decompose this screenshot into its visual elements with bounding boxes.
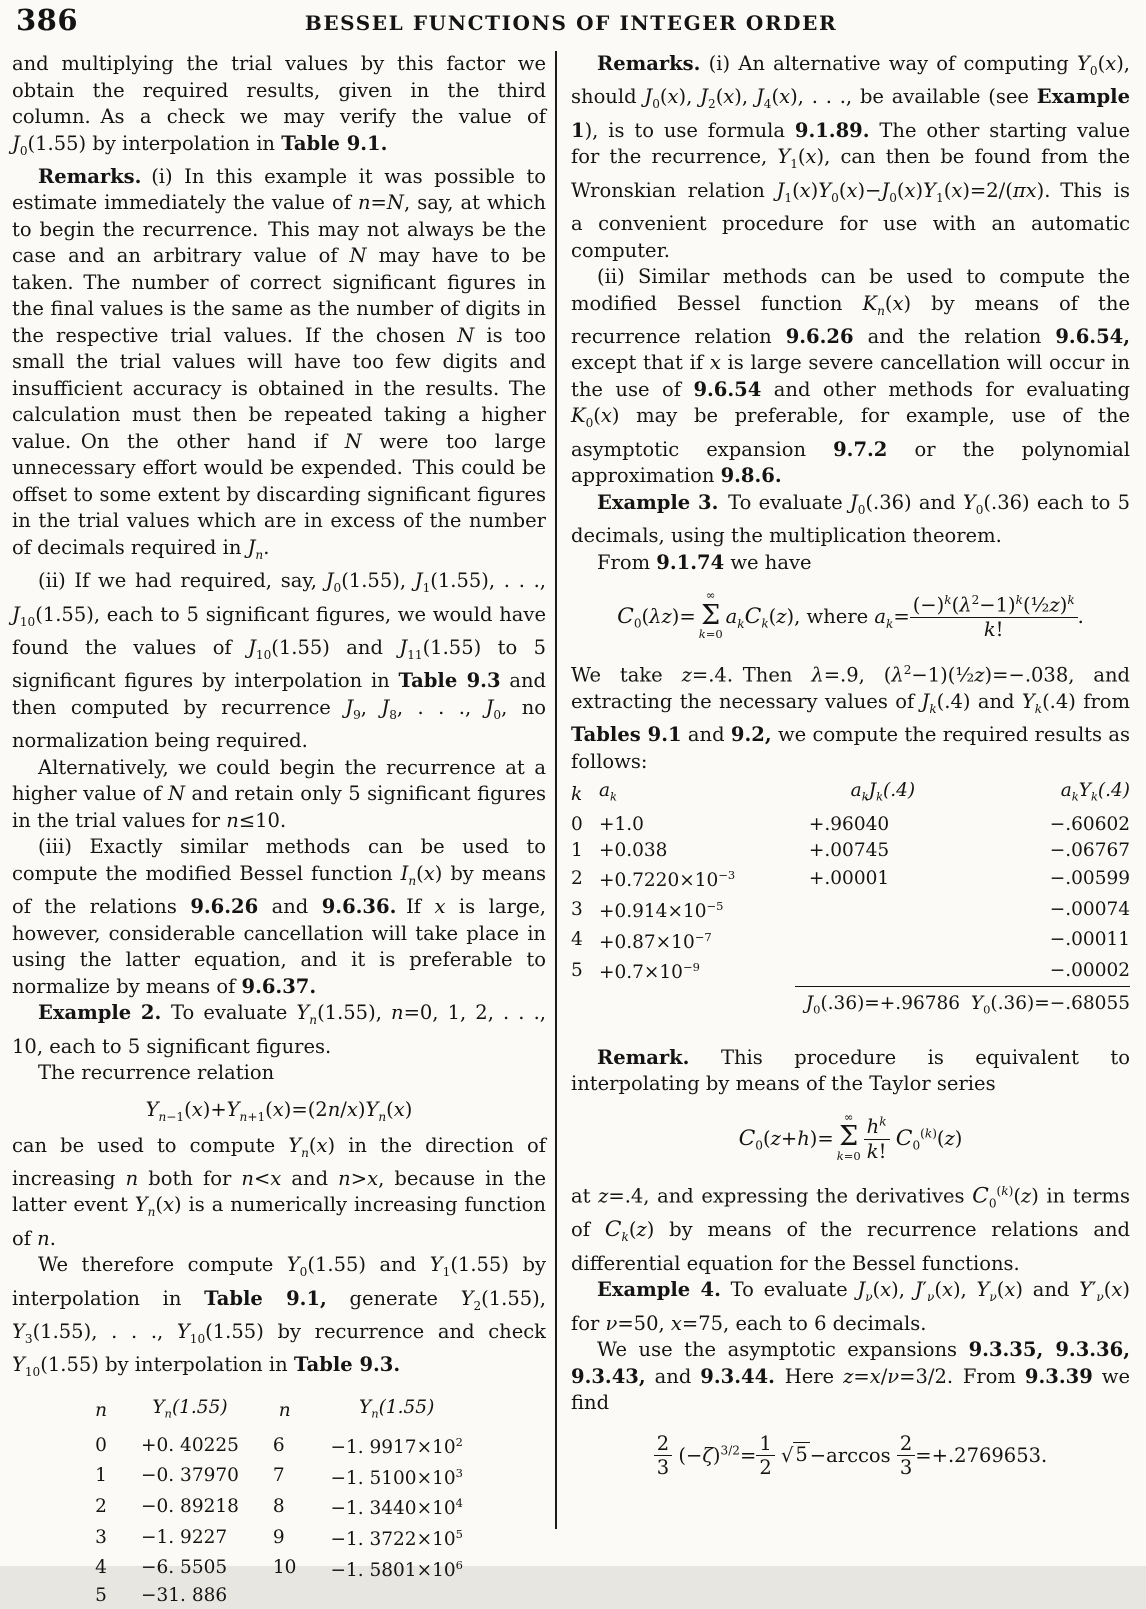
recurrence-intro-paragraph: The recurrence relation bbox=[38, 1061, 275, 1085]
column-divider-rule bbox=[555, 51, 557, 1529]
right-column bbox=[571, 51, 1130, 1609]
table-row bbox=[571, 955, 1130, 986]
we-therefore-paragraph: We therefore compute $Y_0(1.55)$ and $Y_1(1.55)$ by interpolation in Table 9.1, generate $Y_2(1.55)$, $Y_3(1.55)$, . . ., $Y_{10}(1.55)$ by recurrence and check $Y_{10}(1.55)$ by interpolation in Table 9.3. bbox=[12, 1253, 546, 1380]
table-row bbox=[78, 1461, 480, 1492]
asymptotic-expansions-paragraph: We use the asymptotic expansions 9.3.35, 9.3.36, 9.3.43, and 9.3.44. Here z=x/ν=3/2. From 9.3.39 we find bbox=[571, 1338, 1130, 1415]
column-header: n bbox=[278, 1400, 291, 1422]
table-cell: −1. 9227 bbox=[141, 1526, 228, 1548]
yn-values-table bbox=[78, 1395, 480, 1609]
table-cell: +.96040 bbox=[808, 814, 890, 836]
we-take-paragraph: We take z=.4. Then λ=.9, $(\lambda^2-1)(\frac{1}{2}z)=-.038$, and extracting the necessary values of $J_k(.4)$ and $Y_k(.4)$ from Tables 9.1 and 9.2, we compute the required results as follows: bbox=[571, 662, 1130, 773]
table-cell: $+0.7220\times 10^{-3}$ bbox=[598, 868, 736, 892]
table-row bbox=[78, 1583, 480, 1609]
table-cell bbox=[313, 1583, 479, 1609]
table-cell: −6. 5505 bbox=[141, 1557, 228, 1579]
two-column-body bbox=[12, 51, 1130, 1609]
table-cell: 3 bbox=[95, 1526, 107, 1548]
j0-total: $J_0(.36)=+.96786$ bbox=[795, 986, 971, 1023]
table-row bbox=[78, 1491, 480, 1522]
table-cell: −.00002 bbox=[1049, 959, 1130, 981]
table-cell: 5 bbox=[571, 960, 583, 981]
table-cell: 5 bbox=[95, 1585, 107, 1607]
table-cell: 4 bbox=[571, 929, 583, 951]
table-cell: +.00001 bbox=[808, 868, 890, 890]
table-header-row bbox=[571, 778, 1130, 812]
multiplication-theorem-formula: $C_0(\lambda z)=$ ∞ Σ k=0 $a_kC_k(z)$, where $a_k=$ $\frac{(-)^k(\lambda^2-1)^k(\frac{1}{2}z)^k}{k!}$ . bbox=[617, 588, 1084, 642]
taylor-series-formula: $C_0(z+h)=$ ∞ Σ k=0 $\frac{h^k}{k!}$ $C_0^{(k)}(z)$ bbox=[738, 1109, 963, 1163]
column-header: $a_kJ_k(.4)$ bbox=[850, 780, 916, 804]
table-row bbox=[78, 1522, 480, 1553]
table-header-row bbox=[78, 1395, 480, 1430]
table-cell bbox=[795, 894, 971, 925]
table-cell bbox=[256, 1583, 314, 1609]
table-cell: 1 bbox=[95, 1465, 107, 1487]
table-cell: −.00011 bbox=[1049, 929, 1130, 951]
table-cell: 9 bbox=[272, 1526, 285, 1548]
table-cell: 7 bbox=[272, 1465, 285, 1487]
table-cell: 2 bbox=[571, 868, 583, 890]
remark-paragraph: Remark. This procedure is equivalent to interpolating by means of the Taylor series bbox=[571, 1045, 1130, 1096]
example-4-paragraph: Example 4. To evaluate $J_\nu(x)$, $J'_\nu(x)$, $Y_\nu(x)$ and $Y'_\nu(x)$ for ν=50, x=75, each to 6 decimals. bbox=[571, 1278, 1130, 1335]
table-cell: 8 bbox=[272, 1495, 285, 1517]
table-cell: 10 bbox=[272, 1557, 297, 1579]
table-row bbox=[571, 812, 1130, 838]
column-header: $a_kY_k(.4)$ bbox=[1060, 780, 1130, 804]
remarks-iii-paragraph: (iii) Exactly similar methods can be used to compute the modified Bessel function $I_n(x)$ by means of the relations 9.6.26 and 9.6.36. If x is large, however, considerable cancellation will take place in using the latter equation, and it is preferable to normalize by means of 9.6.37. bbox=[12, 835, 547, 998]
table-cell: −1. $9917\times 10^2$ bbox=[330, 1435, 463, 1459]
table-cell: $+0.87\times 10^{-7}$ bbox=[598, 929, 712, 953]
remarks-i-paragraph: Remarks. (i) In this example it was possible to estimate immediately the value of n=N, say, at which to begin the recurrence. This may not always be the case and an arbitrary value of N may have to be taken. The number of correct significant figures in the final values is the same as the number of digits in the respective trial values. If the chosen N is too small the trial values will have too few digits and insufficient accuracy is obtained in the results. The calculation must then be repeated taking a higher value. On the other hand if N were too large unnecessary effort would be expended. This could be offset to some extent by discarding significant figures in the trial values which are in excess of the number of decimals required in $J_n$. bbox=[12, 164, 546, 562]
column-header: $Y_n(1.55)$ bbox=[152, 1396, 228, 1421]
column-header: $Y_n(1.55)$ bbox=[359, 1396, 435, 1421]
can-be-used-paragraph: can be used to compute $Y_n(x)$ in the direction of increasing n both for n<x and n>x, because in the latter event $Y_n(x)$ is a numerically increasing function of n. bbox=[12, 1133, 546, 1250]
recurrence-formula: $Y_{n-1}(x)+Y_{n+1}(x)=(2n/x)Y_n(x)$ bbox=[145, 1097, 413, 1124]
table-cell bbox=[795, 925, 971, 956]
table-cell: −.06767 bbox=[1049, 839, 1130, 861]
table-row bbox=[78, 1430, 480, 1461]
table-row bbox=[571, 925, 1130, 956]
table-cell: −.00599 bbox=[1049, 868, 1130, 890]
at-z-paragraph: at z=.4, and expressing the derivatives $C_0^{(k)}(z)$ in terms of $C_k(z)$ by means of the recurrence relations and differential equation for the Bessel functions. bbox=[571, 1183, 1131, 1275]
intro-paragraph: and multiplying the trial values by this factor we obtain the required results, given in the third column. As a check we may verify the value of $J_0(1.55)$ by interpolation in Table 9.1. bbox=[12, 52, 546, 158]
table-cell: −1. $5801\times 10^6$ bbox=[330, 1557, 463, 1581]
column-header: k bbox=[571, 783, 583, 805]
page-title: BESSEL FUNCTIONS OF INTEGER ORDER bbox=[304, 11, 838, 35]
left-column bbox=[12, 51, 546, 1609]
table-cell: −1. $5100\times 10^3$ bbox=[330, 1465, 463, 1489]
table-cell: −.60602 bbox=[1049, 814, 1130, 836]
table-cell: +0. 40225 bbox=[141, 1434, 239, 1456]
remarks-paragraph: Remarks. (i) An alternative way of computing $Y_0(x)$, should $J_0(x)$, $J_2(x)$, $J_4(x)$, . . ., be available (see Example 1), is to use formula 9.1.89. The other starting value for the recurrence, $Y_1(x)$, can then be found from the Wronskian relation $J_1(x)Y_0(x)-J_0(x)Y_1(x)=2/(\pi x)$. This is a convenient procedure for use with an automatic computer. bbox=[571, 52, 1130, 262]
table-cell: −.00074 bbox=[1049, 898, 1130, 920]
table-cell: +1.0 bbox=[598, 814, 644, 836]
table-row bbox=[571, 863, 1130, 894]
alternatively-paragraph: Alternatively, we could begin the recurrence at a higher value of N and retain only 5 significant figures in the trial values for n≤10. bbox=[12, 755, 546, 832]
table-cell: −1. $3440\times 10^4$ bbox=[330, 1496, 463, 1520]
table-row bbox=[571, 894, 1130, 925]
table-row bbox=[78, 1553, 480, 1584]
table-row bbox=[571, 838, 1130, 864]
table-cell: 4 bbox=[95, 1557, 107, 1579]
column-header: n bbox=[95, 1400, 108, 1422]
table-cell: −1. $3722\times 10^5$ bbox=[330, 1527, 463, 1551]
page-header bbox=[12, 3, 1130, 44]
table-cell: $+0.914\times 10^{-5}$ bbox=[598, 899, 724, 923]
similar-methods-paragraph: (ii) Similar methods can be used to compute the modified Bessel function $K_n(x)$ by means of the recurrence relation 9.6.26 and the relation 9.6.54, except that if x is large severe cancellation will occur in the use of 9.6.54 and other methods for evaluating $K_0(x)$ may be preferable, for example, use of the asymptotic expansion 9.7.2 or the polynomial approximation 9.8.6. bbox=[571, 265, 1131, 488]
zeta-formula: $\frac{2}{3}$ $(-\zeta)^{3/2}=$ $\frac{1}{2}$ √ 5 −arccos $\frac{2}{3}$ =+.2769653. bbox=[571, 1433, 1130, 1480]
table-cell: −31. 886 bbox=[141, 1585, 228, 1607]
from-9-1-74-paragraph: From 9.1.74 we have bbox=[597, 550, 812, 574]
table-cell: 0 bbox=[95, 1434, 107, 1456]
table-cell: $+0.7\times 10^{-9}$ bbox=[598, 960, 700, 984]
example-3-paragraph: Example 3. To evaluate $J_0(.36)$ and $Y_0(.36)$ each to 5 decimals, using the multiplication theorem. bbox=[571, 490, 1131, 548]
example-2-paragraph: Example 2. To evaluate $Y_n(1.55)$, n=0, 1, 2, . . ., 10, each to 5 significant figures. bbox=[12, 1001, 546, 1058]
table-cell: −0. 89218 bbox=[141, 1495, 239, 1517]
table-cell: 0 bbox=[571, 814, 583, 836]
column-header: $a_k$ bbox=[598, 780, 617, 804]
remarks-ii-paragraph: (ii) If we had required, say, $J_0(1.55)$, $J_1(1.55)$, . . ., $J_{10}(1.55)$, each to 5 significant figures, we would have found the values of $J_{10}(1.55)$ and $J_{11}(1.55)$ to 5 significant figures by interpolation in Table 9.3 and then computed by recurrence $J_9$, $J_8$, . . ., $J_0$, no normalization being required. bbox=[12, 569, 547, 753]
y0-total: $Y_0(.36)=-.68055$ bbox=[971, 986, 1130, 1023]
page-number: 386 bbox=[16, 3, 79, 37]
table-cell: 6 bbox=[272, 1434, 285, 1456]
table-cell: +.00745 bbox=[808, 839, 890, 861]
table-cell: −0. 37970 bbox=[141, 1465, 239, 1487]
table-cell: +0.038 bbox=[598, 839, 668, 861]
table-cell bbox=[795, 955, 971, 986]
table-cell: 1 bbox=[571, 839, 583, 861]
table-cell: 3 bbox=[571, 898, 583, 920]
ak-results-table bbox=[571, 778, 1130, 1023]
table-cell: 2 bbox=[95, 1495, 107, 1517]
table-totals-row bbox=[571, 986, 1130, 1023]
